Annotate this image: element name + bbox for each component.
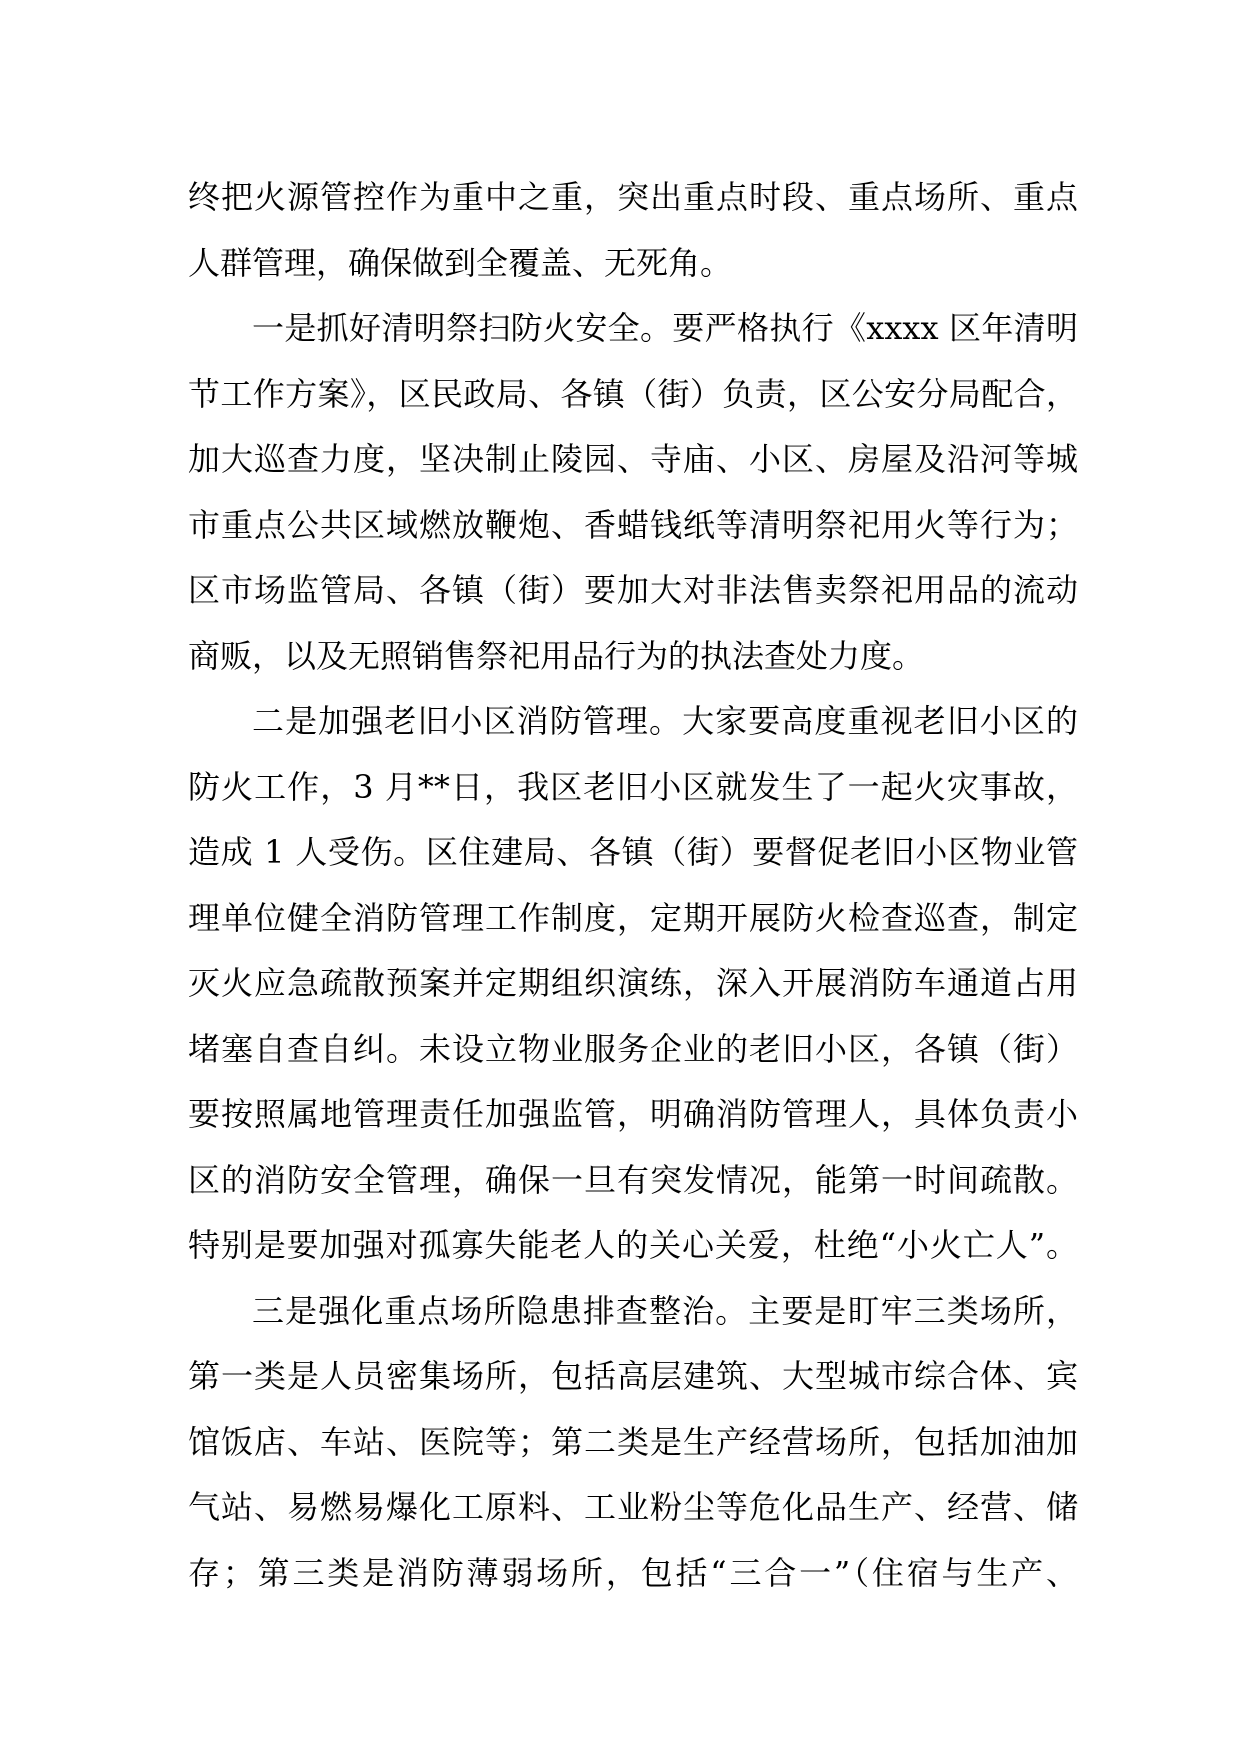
paragraph-first-line: 三是强化重点场所隐患排查整治。主要是盯牢三类场所， xyxy=(252,1291,1078,1330)
text-line: 要按照属地管理责任加强监管，明确消防管理人，具体负责小 xyxy=(188,1095,1078,1133)
text-line: 造成 1 人受伤。区住建局、各镇（街）要督促老旧小区物业管 xyxy=(188,833,1078,871)
body-text xyxy=(188,165,1078,1606)
text-line: 市重点公共区域燃放鞭炮、香蜡钱纸等清明祭祀用火等行为； xyxy=(188,505,1078,544)
text-line: 馆饭店、车站、医院等；第二类是生产经营场所，包括加油加 xyxy=(188,1422,1078,1461)
text-line: 终把火源管控作为重中之重，突出重点时段、重点场所、重点 xyxy=(188,178,1078,216)
paragraph-first-line: 二是加强老旧小区消防管理。大家要高度重视老旧小区的 xyxy=(252,702,1078,740)
text-line: 节工作方案》，区民政局、各镇（街）负责，区公安分局配合， xyxy=(188,374,1078,413)
text-line: 堵塞自查自纠。未设立物业服务企业的老旧小区，各镇（街） xyxy=(188,1029,1078,1068)
text-line: 第一类是人员密集场所，包括高层建筑、大型城市综合体、宾 xyxy=(188,1357,1078,1395)
text-line: 商贩，以及无照销售祭祀用品行为的执法查处力度。 xyxy=(188,636,925,675)
text-line: 区市场监管局、各镇（街）要加大对非法售卖祭祀用品的流动 xyxy=(188,571,1078,609)
text-line: 特别是要加强对孤寡失能老人的关心关爱，杜绝“小火亡人”。 xyxy=(188,1226,1078,1264)
text-line: 加大巡查力度，坚决制止陵园、寺庙、小区、房屋及沿河等城 xyxy=(188,440,1078,478)
text-line: 存；第三类是消防薄弱场所，包括“三合一”（住宿与生产、 xyxy=(188,1553,1078,1592)
text-line: 灭火应急疏散预案并定期组织演练，深入开展消防车通道占用 xyxy=(188,964,1078,1002)
text-line: 气站、易燃易爆化工原料、工业粉尘等危化品生产、经营、储 xyxy=(188,1488,1078,1526)
text-line: 区的消防安全管理，确保一旦有突发情况，能第一时间疏散。 xyxy=(188,1160,1078,1199)
text-line: 人群管理，确保做到全覆盖、无死角。 xyxy=(188,243,733,282)
text-line: 理单位健全消防管理工作制度，定期开展防火检查巡查，制定 xyxy=(188,898,1078,937)
text-line: 防火工作，3 月**日，我区老旧小区就发生了一起火灾事故， xyxy=(188,767,1078,806)
paragraph-first-line: 一是抓好清明祭扫防火安全。要严格执行《xxxx 区年清明 xyxy=(252,309,1078,347)
